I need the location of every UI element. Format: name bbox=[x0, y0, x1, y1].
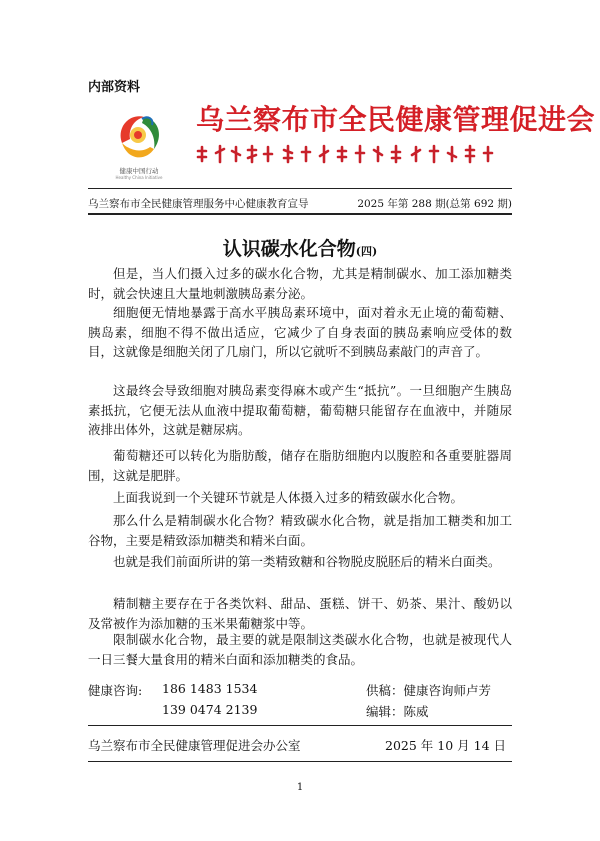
footer-rule-bottom bbox=[88, 761, 512, 762]
paragraph: 上面我说到一个关键环节就是人体摄入过多的精致碳水化合物。 bbox=[113, 490, 464, 505]
header-rule-top bbox=[88, 188, 512, 189]
paragraph: 细胞便无情地暴露于高水平胰岛素环境中，面对着永无止境的葡萄糖、胰岛素，细胞不得不做出适应，它减少了自身表面的胰岛素响应受体的数目，这就像是细胞关闭了几扇门，所以它就听不到胰岛素敲门的声音了。 bbox=[88, 305, 512, 360]
logo-caption: 健康中国行动 bbox=[119, 167, 159, 175]
paragraph: 但是，当人们摄入过多的碳水化合物，尤其是精制碳水、加工添加糖类时，就会快速且大量地刺激胰岛素分泌。 bbox=[88, 266, 512, 301]
editor: 编辑：陈威 bbox=[366, 704, 429, 719]
paragraph: 那么什么是精制碳水化合物？精致碳水化合物，就是指加工糖类和加工谷物，主要是精致添加糖类和精米白面。 bbox=[88, 513, 512, 548]
footer-date: 2025 年 10 月 14 日 bbox=[385, 738, 506, 753]
logo-subcaption: Healthy China Initiative bbox=[115, 175, 163, 180]
internal-material-label: 内部资料 bbox=[88, 80, 141, 95]
article-title bbox=[0, 234, 600, 261]
paragraph: 也就是我们前面所讲的第一类精致糖和谷物脱皮脱胚后的精米白面类。 bbox=[113, 554, 501, 569]
unit-name: 乌兰察布市全民健康管理服务中心健康教育宣导 bbox=[88, 198, 309, 210]
paragraph: 限制碳水化合物，最主要的就是限制这类碳水化合物，也就是被现代人一日三餐大量食用的精米白面和添加糖类的食品。 bbox=[88, 632, 512, 667]
paragraph: 葡萄糖还可以转化为脂肪酸，储存在脂肪细胞内以腹腔和各重要脏器周围，这就是肥胖。 bbox=[88, 448, 512, 483]
paragraph: 这最终会导致细胞对胰岛素变得麻木或产生“抵抗”。一旦细胞产生胰岛素抵抗，它便无法从血液中提取葡萄糖，葡萄糖只能留存在血液中，并随尿液排出体外，这就是糖尿病。 bbox=[88, 383, 512, 438]
contact-phone-2: 139 0474 2139 bbox=[162, 702, 258, 717]
mongolian-script-title-icon bbox=[196, 143, 496, 165]
footer-rule-top bbox=[88, 725, 512, 726]
contact-phone-1: 186 1483 1534 bbox=[162, 681, 258, 696]
page-number: 1 bbox=[296, 782, 304, 793]
header-rule-bottom bbox=[88, 213, 512, 215]
article-part: (四) bbox=[355, 245, 378, 258]
paragraph: 精制糖主要存在于各类饮料、甜品、蛋糕、饼干、奶茶、果汁、酸奶以及常被作为添加糖的玉米果葡糖浆中等。 bbox=[88, 596, 512, 631]
issue-number: 2025 年第 288 期(总第 692 期) bbox=[357, 198, 512, 210]
article-title-text: 认识碳水化合物 bbox=[222, 238, 356, 260]
organization-title: 乌兰察布市全民健康管理促进会 bbox=[196, 103, 596, 136]
health-china-logo-icon bbox=[108, 105, 168, 165]
contact-label: 健康咨询: bbox=[88, 683, 143, 698]
contributor: 供稿：健康咨询师卢芳 bbox=[366, 683, 492, 698]
footer-office: 乌兰察布市全民健康管理促进会办公室 bbox=[88, 738, 301, 753]
issue-line bbox=[88, 196, 512, 211]
